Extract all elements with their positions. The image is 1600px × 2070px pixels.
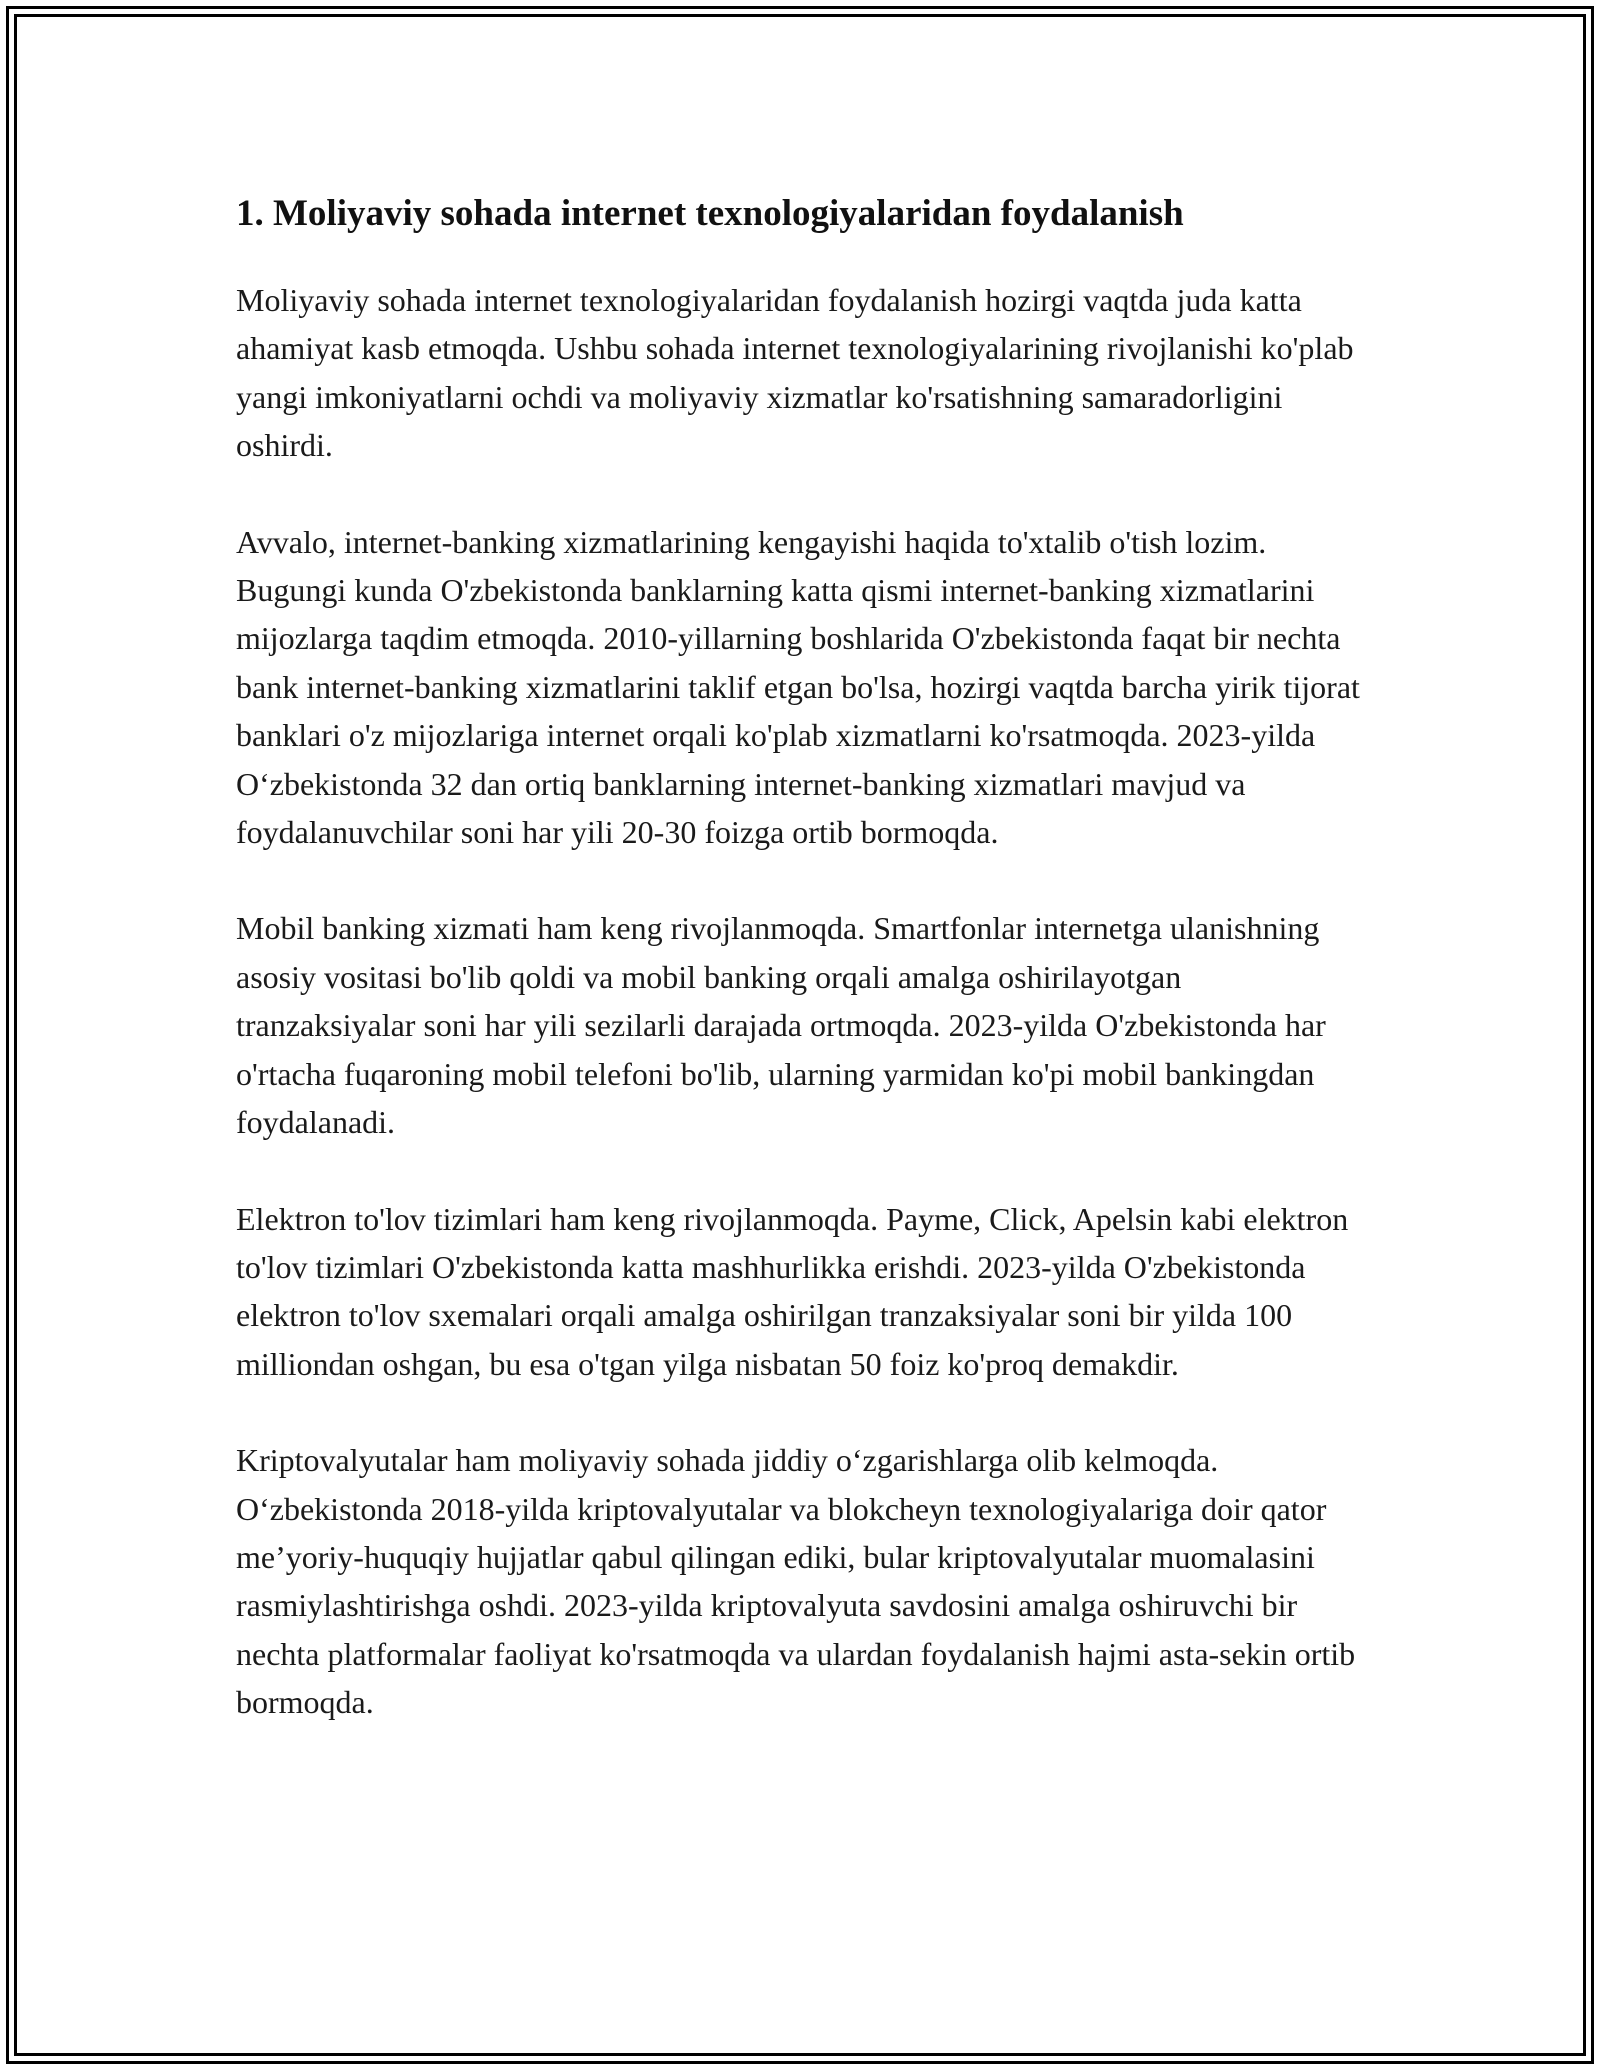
paragraph-internet-banking: Avvalo, internet-banking xizmatlarining kengayishi haqida to'xtalib o'tish lozim. Bugungi kunda O'zbekistonda banklarning katta qismi internet-banking xizmatlarini mijozlarga taqdim etmoqda. 2010-yillarning boshlarida O'zbekistonda faqat bir nechta bank internet-banking xizmatlarini taklif etgan bo'lsa, hozirgi vaqtda barcha yirik tijorat banklari o'z mijozlariga internet orqali ko'plab xizmatlarni ko'rsatmoqda. 2023-yilda O‘zbekistonda 32 dan ortiq banklarning internet-banking xizmatlari mavjud va foydalanuvchilar soni har yili 20-30 foizga ortib bormoqda. (236, 523, 1360, 851)
paragraph-mobile-banking: Mobil banking xizmati ham keng rivojlanmoqda. Smartfonlar internetga ulanishning asosiy vositasi bo'lib qoldi va mobil banking orqali amalga oshirilayotgan tranzaksiyalar soni har yili sezilarli darajada ortmoqda. 2023-yilda O'zbekistonda har o'rtacha fuqaroning mobil telefoni bo'lib, ularning yarmidan ko'pi mobil bankingdan foydalanadi. (236, 910, 1326, 1141)
document-body (236, 188, 1366, 1775)
paragraph-cryptocurrency: Kriptovalyutalar ham moliyaviy sohada jiddiy o‘zgarishlarga olib kelmoqda. O‘zbekistonda 2018-yilda kriptovalyutalar va blokcheyn texnologiyalariga doir qator me’yoriy-huquqiy hujjatlar qabul qilingan ediki, bular kriptovalyutalar muomalasini rasmiylashtirishga oshdi. 2023-yilda kriptovalyuta savdosini amalga oshiruvchi bir nechta platformalar faoliyat ko'rsatmoqda va ulardan foydalanish hajmi asta-sekin ortib bormoqda. (236, 1442, 1356, 1721)
section-heading: 1. Moliyaviy sohada internet texnologiyalaridan foydalanish (236, 193, 1184, 234)
paragraph-electronic-payments: Elektron to'lov tizimlari ham keng rivojlanmoqda. Payme, Click, Apelsin kabi elektron to'lov tizimlari O'zbekistonda katta mashhurlikka erishdi. 2023-yilda O'zbekistonda elektron to'lov sxemalari orqali amalga oshirilgan tranzaksiyalar soni bir yilda 100 milliondan oshgan, bu esa o'tgan yilga nisbatan 50 foiz ko'proq demakdir. (236, 1200, 1349, 1382)
paragraph-intro: Moliyaviy sohada internet texnologiyalaridan foydalanish hozirgi vaqtda juda katta ahamiyat kasb etmoqda. Ushbu sohada internet texnologiyalarining rivojlanishi ko'plab yangi imkoniyatlarni ochdi va moliyaviy xizmatlar ko'rsatishning samaradorligini oshirdi. (236, 282, 1354, 464)
